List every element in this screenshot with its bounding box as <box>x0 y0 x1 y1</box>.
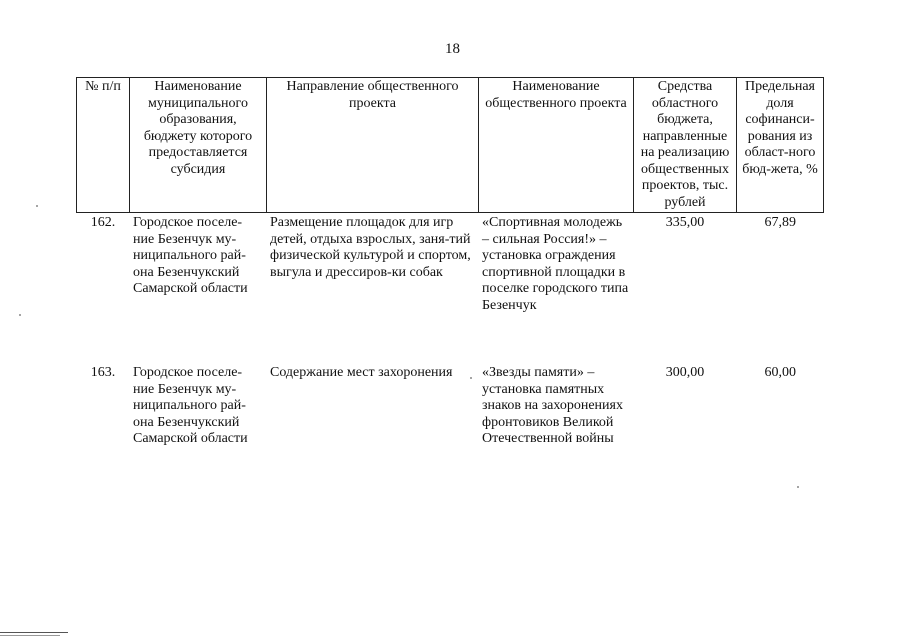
subsidy-table <box>76 77 824 448</box>
page-number: 18 <box>445 41 460 57</box>
row-direction: Содержание мест захоронения <box>270 365 453 380</box>
header-number: № п/п <box>77 78 130 213</box>
row-share: 60,00 <box>764 365 796 380</box>
row-direction: Размещение площадок для игр детей, отдыха взрослых, заня-тий физической культурой и спортом, выгула и дрессиров-ки собак <box>270 215 471 280</box>
row-number: 163. <box>90 365 116 380</box>
scan-artifact-line <box>0 632 68 633</box>
scan-artifact-dot <box>470 377 472 379</box>
header-direction: Направление общественного проекта <box>267 78 479 213</box>
scan-artifact-line <box>0 635 60 636</box>
table-row <box>77 363 824 448</box>
scan-artifact-dot <box>36 205 38 207</box>
row-municipality: Городское поселе-ние Безенчук му-ниципального рай-она Безенчукский Самарской области <box>133 365 248 446</box>
row-funds: 335,00 <box>665 215 705 230</box>
table-row <box>77 213 824 364</box>
header-municipality: Наименование муниципального образования, бюджету которого предоставляется субсидия <box>130 78 267 213</box>
row-number: 162. <box>90 215 116 230</box>
row-project: «Спортивная молодежь – сильная Россия!» – установка ограждения спортивной площадки в поселке городского типа Безенчук <box>482 215 629 313</box>
table-header-row <box>77 78 824 213</box>
row-share: 67,89 <box>764 215 796 230</box>
row-municipality: Городское поселе-ние Безенчук му-ниципального рай-она Безенчукский Самарской области <box>133 215 248 296</box>
scan-artifact-dot <box>19 314 21 316</box>
row-project: «Звезды памяти» – установка памятных знаков на захоронениях фронтовиков Великой Отечественной войны <box>482 365 623 446</box>
header-funds: Средства областного бюджета, направленные на реализацию общественных проектов, тыс. рублей <box>634 78 737 213</box>
row-funds: 300,00 <box>665 365 705 380</box>
header-share: Предельная доля софинанси-рования из област-ного бюд-жета, % <box>737 78 824 213</box>
header-project-name: Наименование общественного проекта <box>479 78 634 213</box>
scan-artifact-dot <box>797 486 799 488</box>
